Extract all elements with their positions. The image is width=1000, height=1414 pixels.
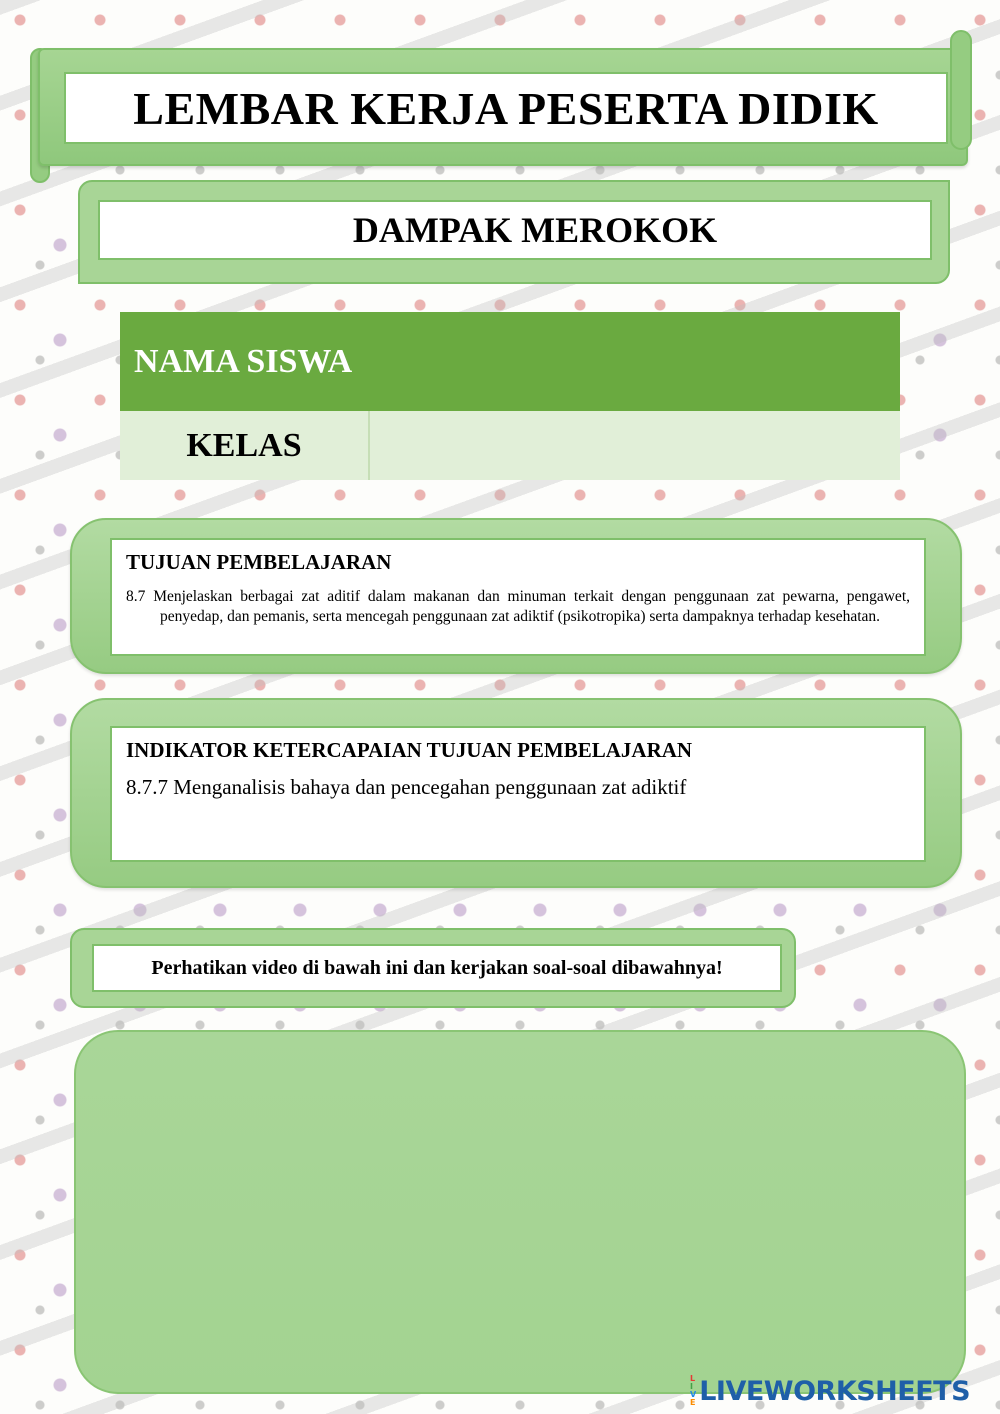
learning-goal-heading: TUJUAN PEMBELAJARAN [126,550,392,574]
indicator-box [110,726,926,862]
live-letter-i: I [690,1382,693,1391]
title-box [64,72,948,144]
student-name-label: NAMA SISWA [134,342,353,380]
class-row [120,411,900,480]
learning-goal-text: 8.7 Menjelaskan berbagai zat aditif dalam makanan dan minuman terkait dengan penggunaan zat pewarna, pengawet, penyedap, dan pemanis, serta mencegah penggunaan zat adiktif (psikotropika) serta dampaknya terhadap kesehatan. [126,588,910,625]
scroll-curl-right [950,30,972,150]
liveworksheets-wordmark: LIVEWORKSHEETS [699,1375,971,1407]
learning-goal-box [110,538,926,656]
instruction-text: Perhatikan video di bawah ini dan kerjakan soal-soal dibawahnya! [151,956,723,979]
indicator-heading: INDIKATOR KETERCAPAIAN TUJUAN PEMBELAJARAN [126,738,693,762]
liveworksheets-logo[interactable] [690,1374,990,1408]
live-letter-l: L [690,1374,696,1383]
subtitle-box [98,200,932,260]
video-area[interactable] [74,1030,966,1394]
live-letter-e: E [690,1398,696,1407]
live-letter-v: V [690,1390,697,1399]
indicator-text: 8.7.7 Menganalisis bahaya dan pencegahan penggunaan zat adiktif [126,775,687,799]
class-label: KELAS [120,411,370,480]
instruction-box [92,944,782,992]
live-icon [690,1375,696,1407]
page-subtitle: DAMPAK MEROKOK [352,210,718,250]
page-title: LEMBAR KERJA PESERTA DIDIK [133,82,879,134]
student-name-row [120,312,900,411]
class-input-field[interactable] [370,411,900,480]
